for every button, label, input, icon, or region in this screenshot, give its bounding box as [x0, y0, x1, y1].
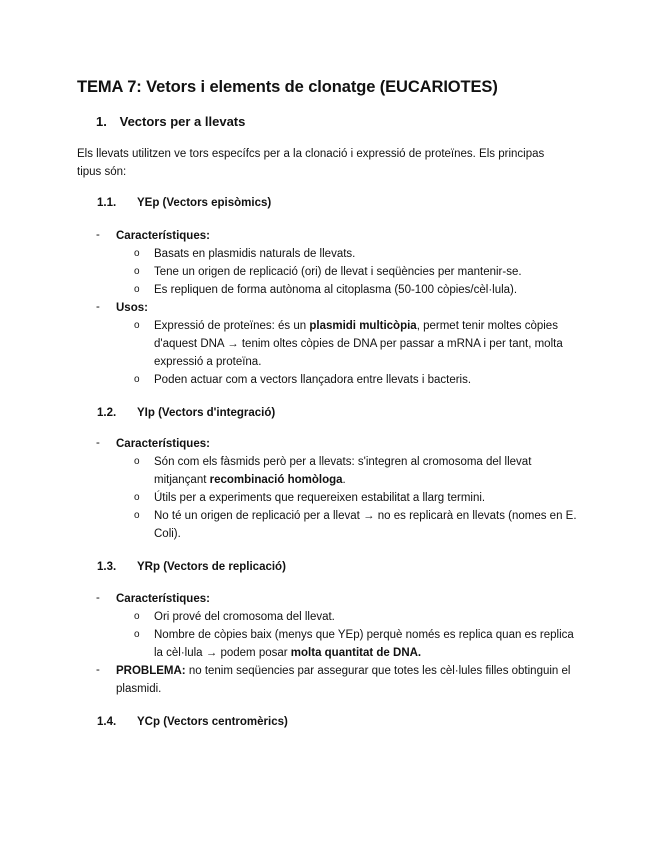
subsection-1-3-heading — [97, 561, 286, 573]
subsection-number: 1.2. — [97, 407, 117, 419]
arrow-icon: → — [205, 647, 218, 659]
intro-paragraph: Els llevats utilitzen ve tors específcs per a la clonació i expressió de proteïnes. Els principas tipus són: — [77, 148, 545, 178]
uses-label: Usos: — [116, 302, 148, 314]
list-item: Basats en plasmidis naturals de llevats. — [154, 248, 356, 260]
list-item: Ori prové del cromosoma del llevat. — [154, 611, 335, 623]
section-number: 1. — [96, 114, 107, 129]
subsection-number: 1.4. — [97, 716, 117, 728]
bullet-marker: o — [134, 629, 140, 640]
subsection-1-2-heading — [97, 407, 275, 419]
bullet-marker: o — [134, 374, 140, 385]
list-item: Útils per a experiments que requereixen estabilitat a llarg termini. — [154, 492, 486, 504]
subsection-number: 1.3. — [97, 561, 117, 573]
subsection-1-1-heading — [97, 197, 271, 209]
section-1-heading — [96, 114, 245, 129]
bullet-marker: o — [134, 266, 140, 277]
subsection-1-4-heading — [97, 716, 288, 728]
characteristics-label: Característiques: — [116, 593, 210, 605]
characteristics-label: Característiques: — [116, 230, 210, 242]
subsection-title: YRp (Vectors de replicació) — [137, 561, 286, 573]
bullet-marker: o — [134, 248, 140, 259]
bullet-marker: o — [134, 456, 140, 467]
bullet-marker: o — [134, 510, 140, 521]
subsection-title: YIp (Vectors d'integració) — [137, 407, 276, 419]
subsection-title: YEp (Vectors episòmics) — [137, 197, 272, 209]
list-item: No té un origen de replicació per a llevat → no es replicarà en llevats (nomes en E. Coli). — [154, 510, 577, 540]
section-title: Vectors per a llevats — [119, 114, 246, 129]
dash-marker: - — [96, 301, 100, 313]
subsection-title: YCp (Vectors centromèrics) — [137, 716, 288, 728]
list-item: Poden actuar com a vectors llançadora entre llevats i bacteris. — [154, 374, 472, 386]
list-item: Expressió de proteïnes: és un plasmidi multicòpia, permet tenir moltes còpies d'aquest DNA → tenim oltes còpies de DNA per passar a mRNA i per tant, molta expressió a proteïna. — [154, 320, 563, 368]
arrow-icon: → — [363, 510, 375, 522]
dash-marker: - — [96, 229, 100, 241]
dash-marker: - — [96, 437, 100, 449]
arrow-icon: → — [227, 338, 239, 350]
dash-marker: - — [96, 664, 100, 676]
bullet-marker: o — [134, 611, 140, 622]
document-title: TEMA 7: Vetors i elements de clonatge (EUCARIOTES) — [77, 78, 498, 96]
dash-marker: - — [96, 592, 100, 604]
subsection-number: 1.1. — [97, 197, 117, 209]
problem-note: PROBLEMA: no tenim seqüencies par assegurar que totes les cèl·lules filles obtinguin el plasmidi. — [116, 665, 571, 695]
characteristics-label: Característiques: — [116, 438, 210, 450]
list-item: Tene un origen de replicació (ori) de llevat i seqüències per mantenir-se. — [154, 266, 522, 278]
list-item: Nombre de còpies baix (menys que YEp) perquè només es replica quan es replica la cèl·lula → podem posar molta quantitat de DNA. — [154, 629, 574, 659]
bullet-marker: o — [134, 492, 140, 503]
list-item: Són com els fàsmids però per a llevats: s'integren al cromosoma del llevat mitjançant recombinació homòloga. — [154, 456, 532, 486]
bullet-marker: o — [134, 320, 140, 331]
bullet-marker: o — [134, 284, 140, 295]
list-item: Es repliquen de forma autònoma al citoplasma (50-100 còpies/cèl·lula). — [154, 284, 518, 296]
